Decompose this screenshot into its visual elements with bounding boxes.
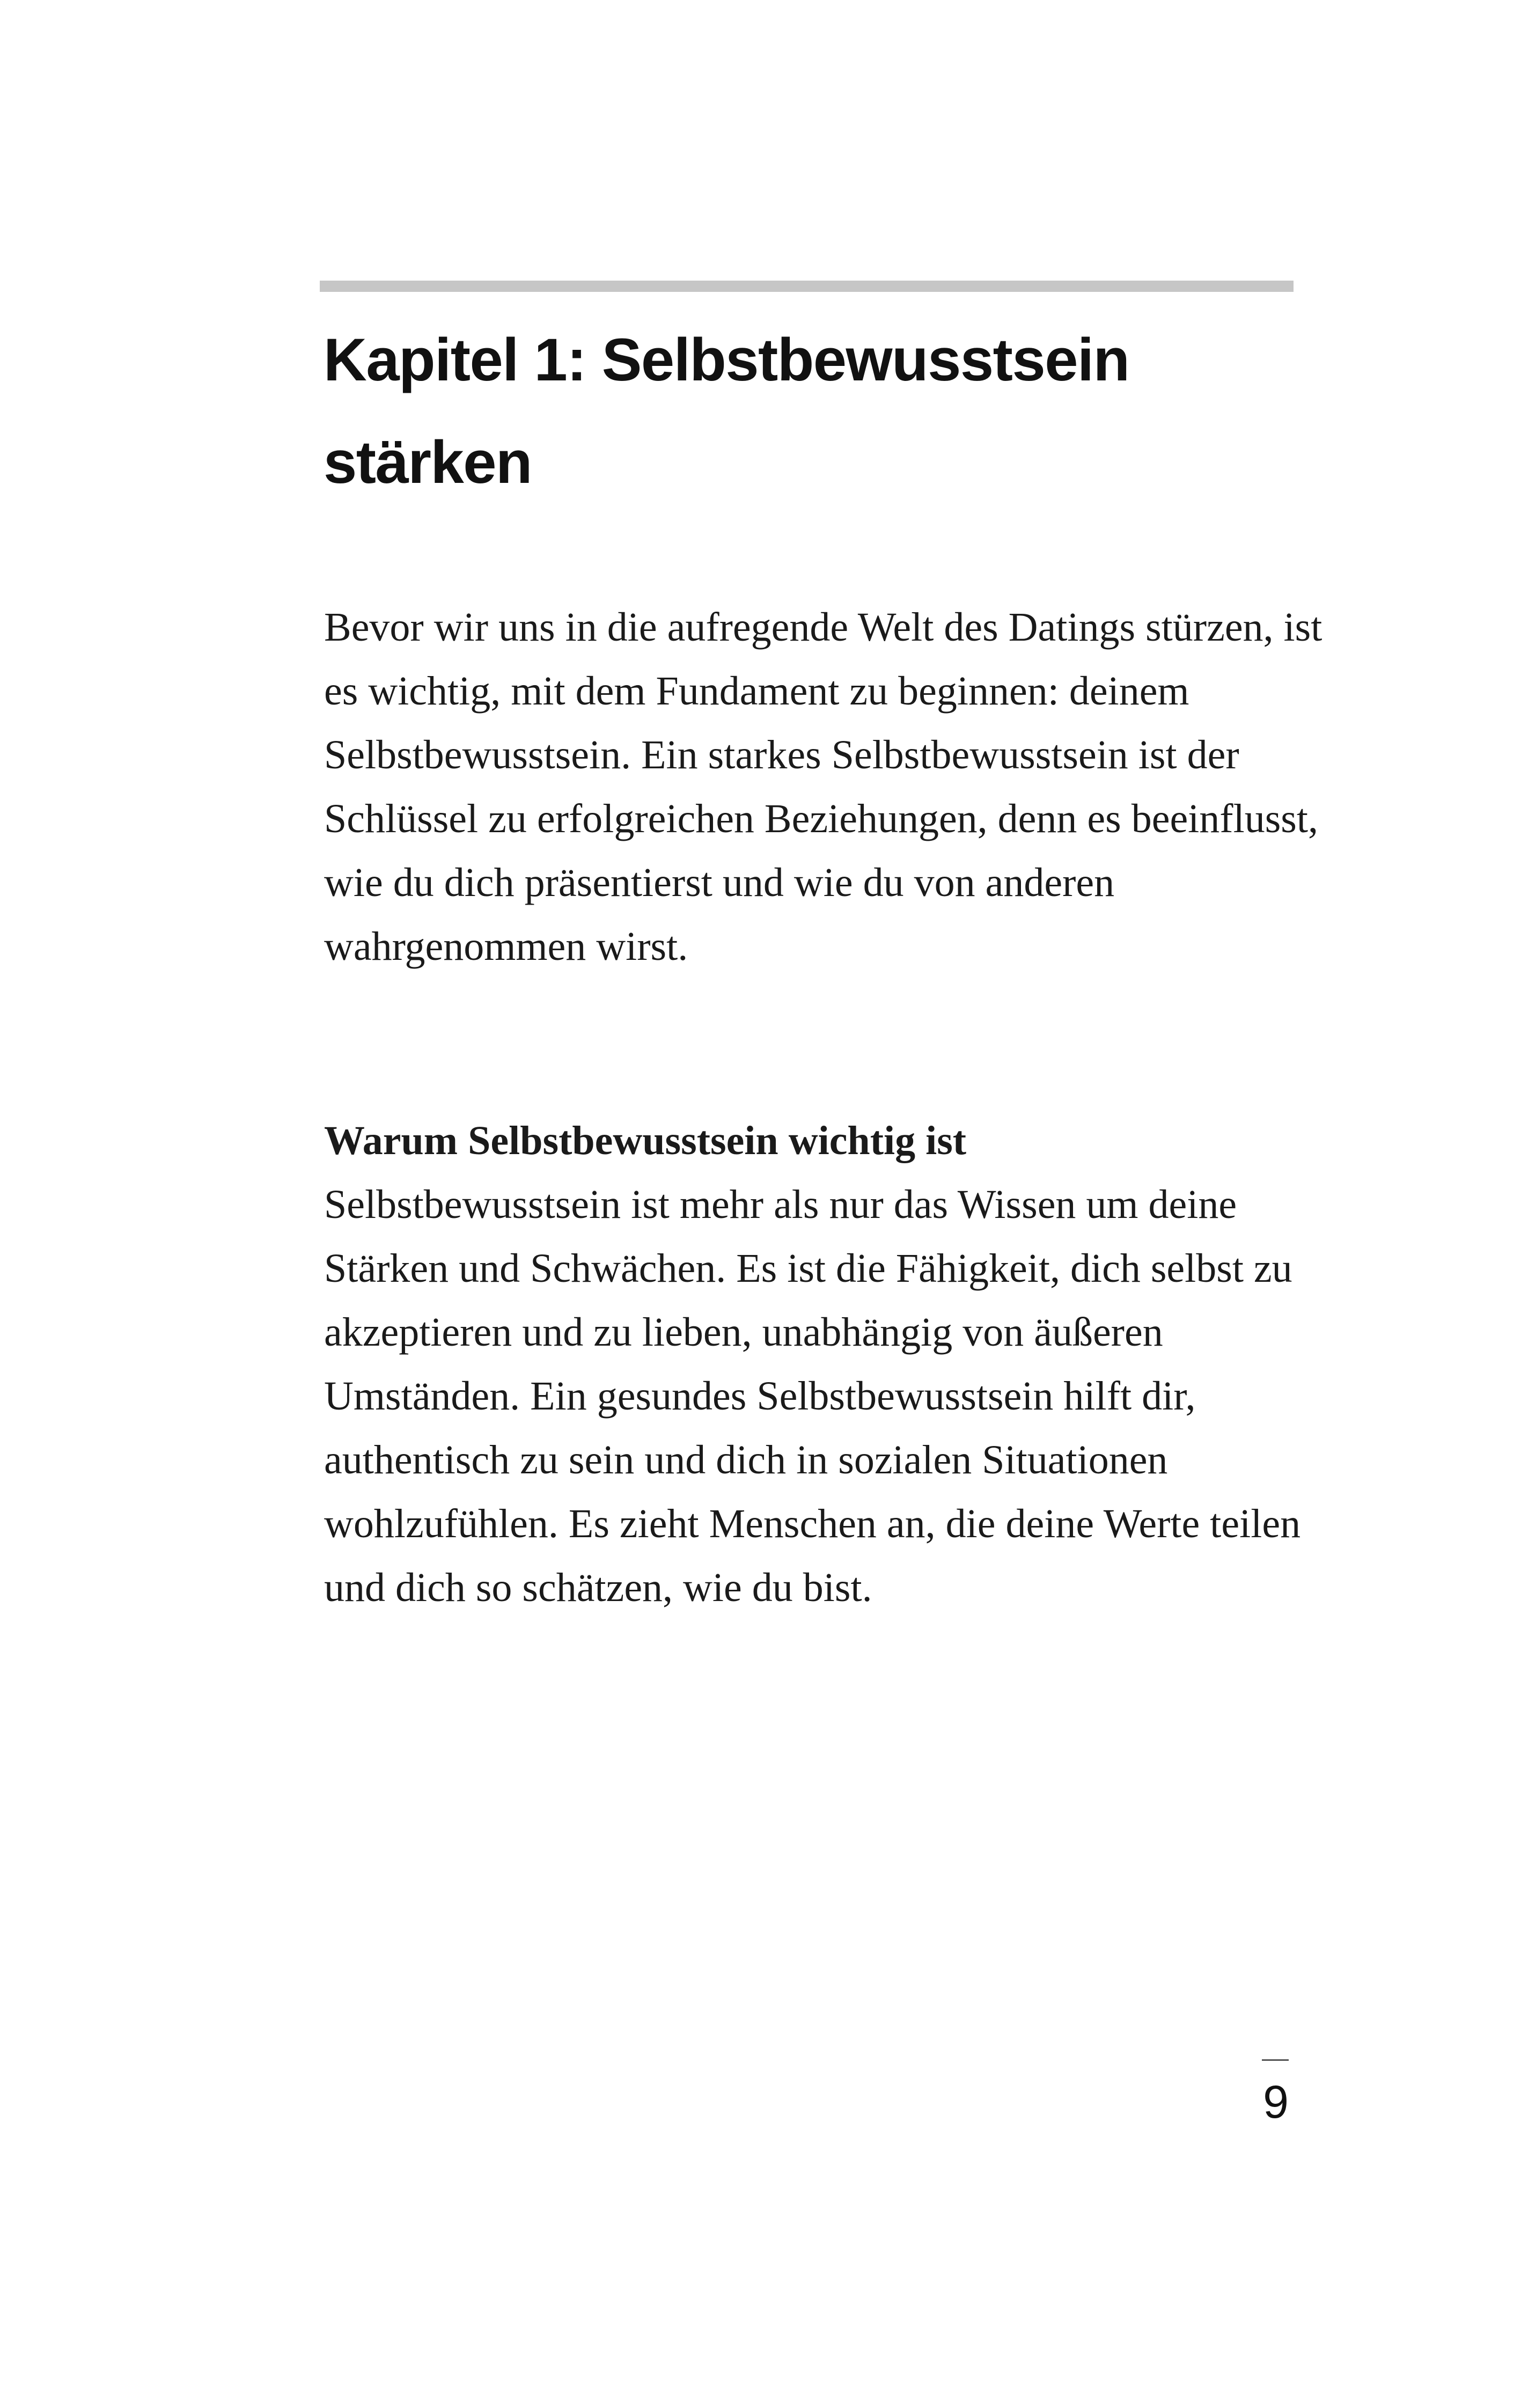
intro-line: Selbstbewusstsein. Ein starkes Selbstbewusstsein ist der xyxy=(324,732,1239,777)
section-line: Selbstbewusstsein ist mehr als nur das Wissen um deine xyxy=(324,1182,1237,1227)
intro-line: es wichtig, mit dem Fundament zu beginnen: deinem xyxy=(324,669,1189,714)
intro-line: wie du dich präsentierst und wie du von anderen xyxy=(324,860,1115,905)
section-line: authentisch zu sein und dich in sozialen Situationen xyxy=(324,1437,1168,1482)
section-line: und dich so schätzen, wie du bist. xyxy=(324,1565,872,1610)
chapter-top-rule xyxy=(320,281,1294,292)
section-line: Stärken und Schwächen. Es ist die Fähigkeit, dich selbst zu xyxy=(324,1246,1292,1291)
intro-paragraph xyxy=(324,596,1322,979)
section-line: Umständen. Ein gesundes Selbstbewusstsein hilft dir, xyxy=(324,1374,1196,1419)
intro-line: wahrgenommen wirst. xyxy=(324,924,688,969)
page-number-rule xyxy=(1262,2059,1289,2061)
chapter-title-line: stärken xyxy=(324,429,532,496)
intro-line: Bevor wir uns in die aufregende Welt des Datings stürzen, ist xyxy=(324,605,1322,650)
section-line: akzeptieren und zu lieben, unabhängig von äußeren xyxy=(324,1310,1163,1355)
section-why-self-confidence xyxy=(324,1109,1306,1620)
chapter-title-line: Kapitel 1: Selbstbewusstsein xyxy=(324,326,1129,393)
section-heading: Warum Selbstbewusstsein wichtig ist xyxy=(324,1118,967,1163)
page-number: 9 xyxy=(1263,2076,1289,2128)
intro-line: Schlüssel zu erfolgreichen Beziehungen, denn es beeinflusst, xyxy=(324,796,1318,841)
chapter-title xyxy=(324,309,1289,513)
section-line: wohlzufühlen. Es zieht Menschen an, die deine Werte teilen xyxy=(324,1501,1301,1546)
